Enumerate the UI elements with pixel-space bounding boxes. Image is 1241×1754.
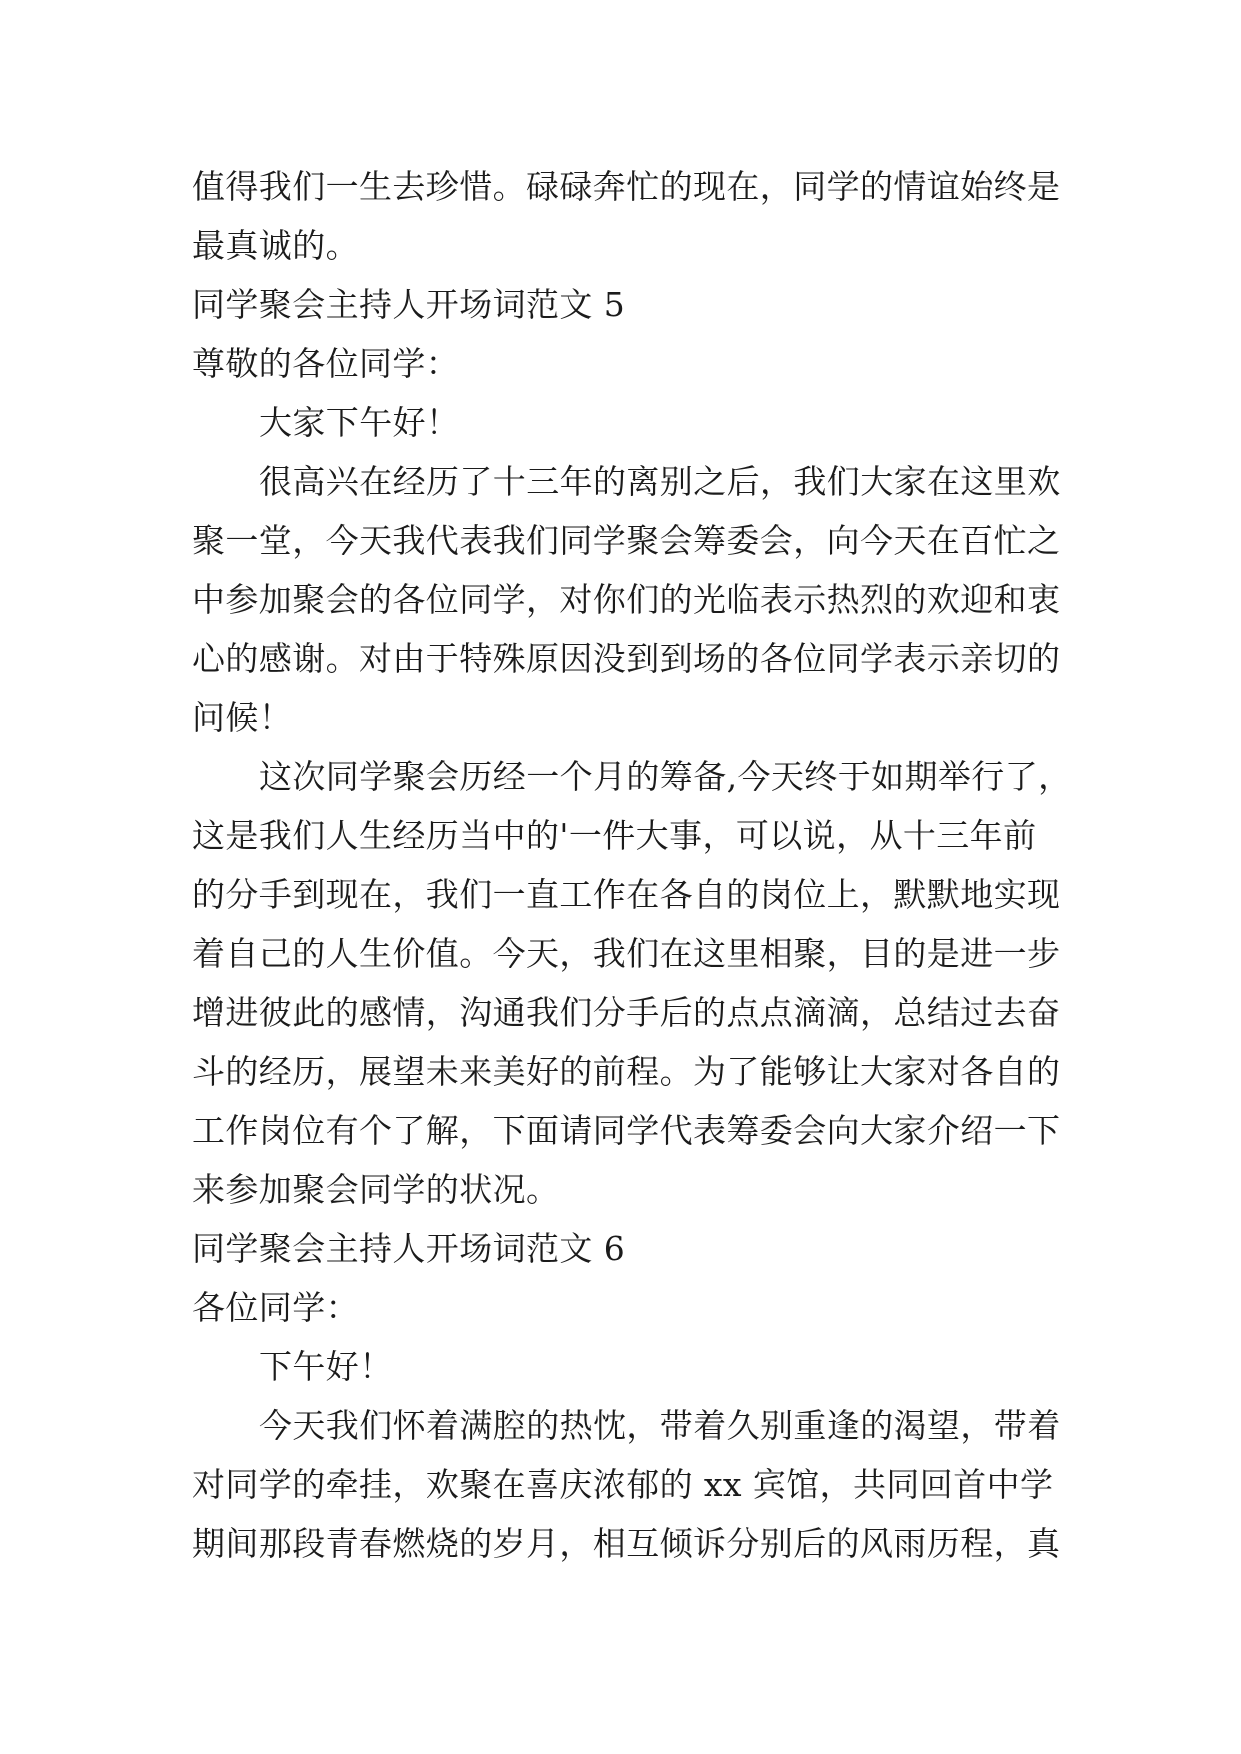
paragraph-line: 对同学的牵挂，欢聚在喜庆浓郁的 xx 宾馆，共同回首中学 — [192, 1465, 1054, 1504]
paragraph-line: 心的感谢。对由于特殊原因没到到场的各位同学表示亲切的 — [192, 639, 1061, 678]
section-6 — [192, 1219, 1092, 1573]
paragraph-line: 增进彼此的感情，沟通我们分手后的点点滴滴，总结过去奋 — [192, 993, 1061, 1032]
paragraph-line: 聚一堂，今天我代表我们同学聚会筹委会，向今天在百忙之 — [192, 521, 1061, 560]
paragraph-line: 这是我们人生经历当中的'一件大事，可以说，从十三年前 — [192, 816, 1037, 855]
paragraph-line: 问候！ — [192, 698, 293, 737]
paragraph-line: 斗的经历，展望未来美好的前程。为了能够让大家对各自的 — [192, 1052, 1061, 1091]
section-heading: 同学聚会主持人开场词范文 6 — [192, 1229, 626, 1268]
greeting: 下午好！ — [259, 1347, 393, 1386]
section-5 — [192, 275, 1092, 1219]
greeting: 大家下午好！ — [259, 403, 460, 442]
document-body — [192, 157, 1092, 1573]
paragraph-line: 今天我们怀着满腔的热忱，带着久别重逢的渴望，带着 — [259, 1406, 1061, 1445]
salutation: 尊敬的各位同学： — [192, 344, 460, 383]
paragraph — [192, 452, 1092, 747]
paragraph-line: 着自己的人生价值。今天，我们在这里相聚，目的是进一步 — [192, 934, 1061, 973]
section-heading: 同学聚会主持人开场词范文 5 — [192, 285, 626, 324]
paragraph — [192, 747, 1092, 1219]
paragraph-line: 值得我们一生去珍惜。碌碌奔忙的现在，同学的情谊始终是 — [192, 167, 1061, 206]
salutation: 各位同学： — [192, 1288, 359, 1327]
paragraph — [192, 1396, 1092, 1573]
paragraph-line: 期间那段青春燃烧的岁月，相互倾诉分别后的风雨历程，真 — [192, 1524, 1061, 1563]
paragraph-line: 这次同学聚会历经一个月的筹备,今天终于如期举行了， — [259, 757, 1072, 796]
continued-paragraph — [192, 157, 1092, 275]
paragraph-line: 很高兴在经历了十三年的离别之后，我们大家在这里欢 — [259, 462, 1061, 501]
paragraph-line: 工作岗位有个了解，下面请同学代表筹委会向大家介绍一下 — [192, 1111, 1061, 1150]
paragraph-line: 中参加聚会的各位同学，对你们的光临表示热烈的欢迎和衷 — [192, 580, 1061, 619]
paragraph-line: 来参加聚会同学的状况。 — [192, 1170, 560, 1209]
paragraph-line: 的分手到现在，我们一直工作在各自的岗位上，默默地实现 — [192, 875, 1061, 914]
paragraph-line: 最真诚的。 — [192, 226, 359, 265]
